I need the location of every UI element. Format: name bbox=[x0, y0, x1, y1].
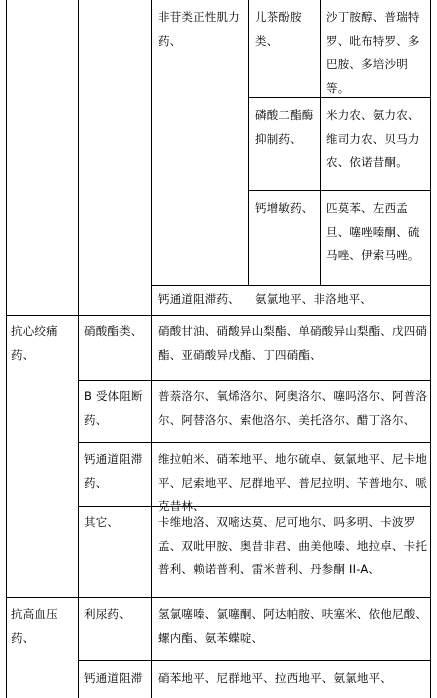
table-divider-col1 bbox=[78, 0, 79, 698]
subclass-cell-nitrates: 硝酸酯类、 bbox=[84, 324, 143, 338]
class-cell-antianginal: 抗心绞痛药、 bbox=[11, 324, 58, 362]
examples-cell-other-antianginal: 卡维地洛、双嘧达莫、尼可地尔、吗多明、卡波罗孟、双吡甲胺、奥昔非君、曲美他嗪、地拉卓、卡托普利、赖诺普利、雷米普利、丹参酮 II-A、 bbox=[158, 515, 428, 576]
examples-cell-pde-inhibitors: 米力农、氨力农、维司力农、贝马力农、依诺昔酮。 bbox=[326, 108, 420, 169]
drug-group-cell-catecholamines: 儿茶酚胺类、 bbox=[255, 10, 302, 48]
drug-group-cell-pde-inhibitors: 磷酸二酯酶抑制药、 bbox=[255, 108, 314, 146]
row-line-r5-bottom bbox=[78, 380, 431, 381]
row-line-r3-bottom bbox=[151, 285, 431, 286]
examples-cell-catecholamines: 沙丁胺醇、普瑞特罗、吡布特罗、多巴胺、多培沙明等。 bbox=[326, 10, 420, 95]
subclass-cell-noncardiac-inotropes: 非苷类正性肌力药、 bbox=[158, 10, 240, 48]
table-border-left bbox=[6, 0, 7, 698]
subclass-cell-other-antianginal: 其它、 bbox=[84, 515, 120, 529]
class-cell-antihypertensive: 抗高血压药、 bbox=[11, 607, 58, 645]
drug-group-cell-calcium-sensitizers: 钙增敏药、 bbox=[255, 201, 314, 215]
examples-cell-beta-blockers: 普萘洛尔、氧烯洛尔、阿奥洛尔、噻吗洛尔、阿普洛尔、阿替洛尔、索他洛尔、美托洛尔、醋丁洛尔、 bbox=[158, 389, 428, 427]
examples-cell-ccb-antihypertensive: 硝苯地平、尼群地平、拉西地平、氨氯地平、 bbox=[158, 671, 392, 685]
row-line-r2-bottom bbox=[248, 190, 431, 191]
row-line-r6-bottom bbox=[78, 442, 431, 443]
row-line-r9-bottom bbox=[78, 660, 431, 661]
examples-cell-calcium-sensitizers: 匹莫苯、左西孟旦、噻唑嗪酮、硫马唑、伊索马唑。 bbox=[326, 201, 420, 262]
examples-cell-ccb-antianginal: 维拉帕米、硝苯地平、地尔硫卓、氨氯地平、尼卡地平、尼索地平、尼群地平、普尼拉明、苄普地尔、哌克昔林、 bbox=[158, 452, 428, 513]
subclass-cell-diuretics: 利尿药、 bbox=[84, 607, 131, 621]
table-divider-col4 bbox=[320, 0, 321, 285]
table-border-right bbox=[430, 0, 431, 698]
row-line-r4-bottom bbox=[6, 315, 431, 316]
subclass-cell-ccb-heart-failure: 钙通道阻滞药、 bbox=[158, 292, 240, 306]
subclass-cell-ccb-antihypertensive: 钙通道阻滞 bbox=[84, 671, 143, 685]
subclass-cell-beta-blockers: B 受体阻断药、 bbox=[84, 389, 143, 427]
table-divider-col3-upper bbox=[248, 0, 249, 285]
row-line-r8-bottom bbox=[6, 597, 431, 598]
examples-cell-ccb-heart-failure: 氨氯地平、非洛地平、 bbox=[255, 292, 372, 306]
examples-cell-diuretics: 氢氯噻嗪、氯噻酮、阿达帕胺、呋塞米、依他尼酸、螺内酯、氨苯蝶啶、 bbox=[158, 607, 428, 645]
subclass-cell-ccb-antianginal: 钙通道阻滞药、 bbox=[84, 452, 143, 490]
table-divider-col2 bbox=[151, 0, 152, 698]
examples-cell-nitrates: 硝酸甘油、硝酸异山梨酯、单硝酸异山梨酯、戊四硝酯、亚硝酸异戊酯、丁四硝酯、 bbox=[158, 324, 428, 362]
